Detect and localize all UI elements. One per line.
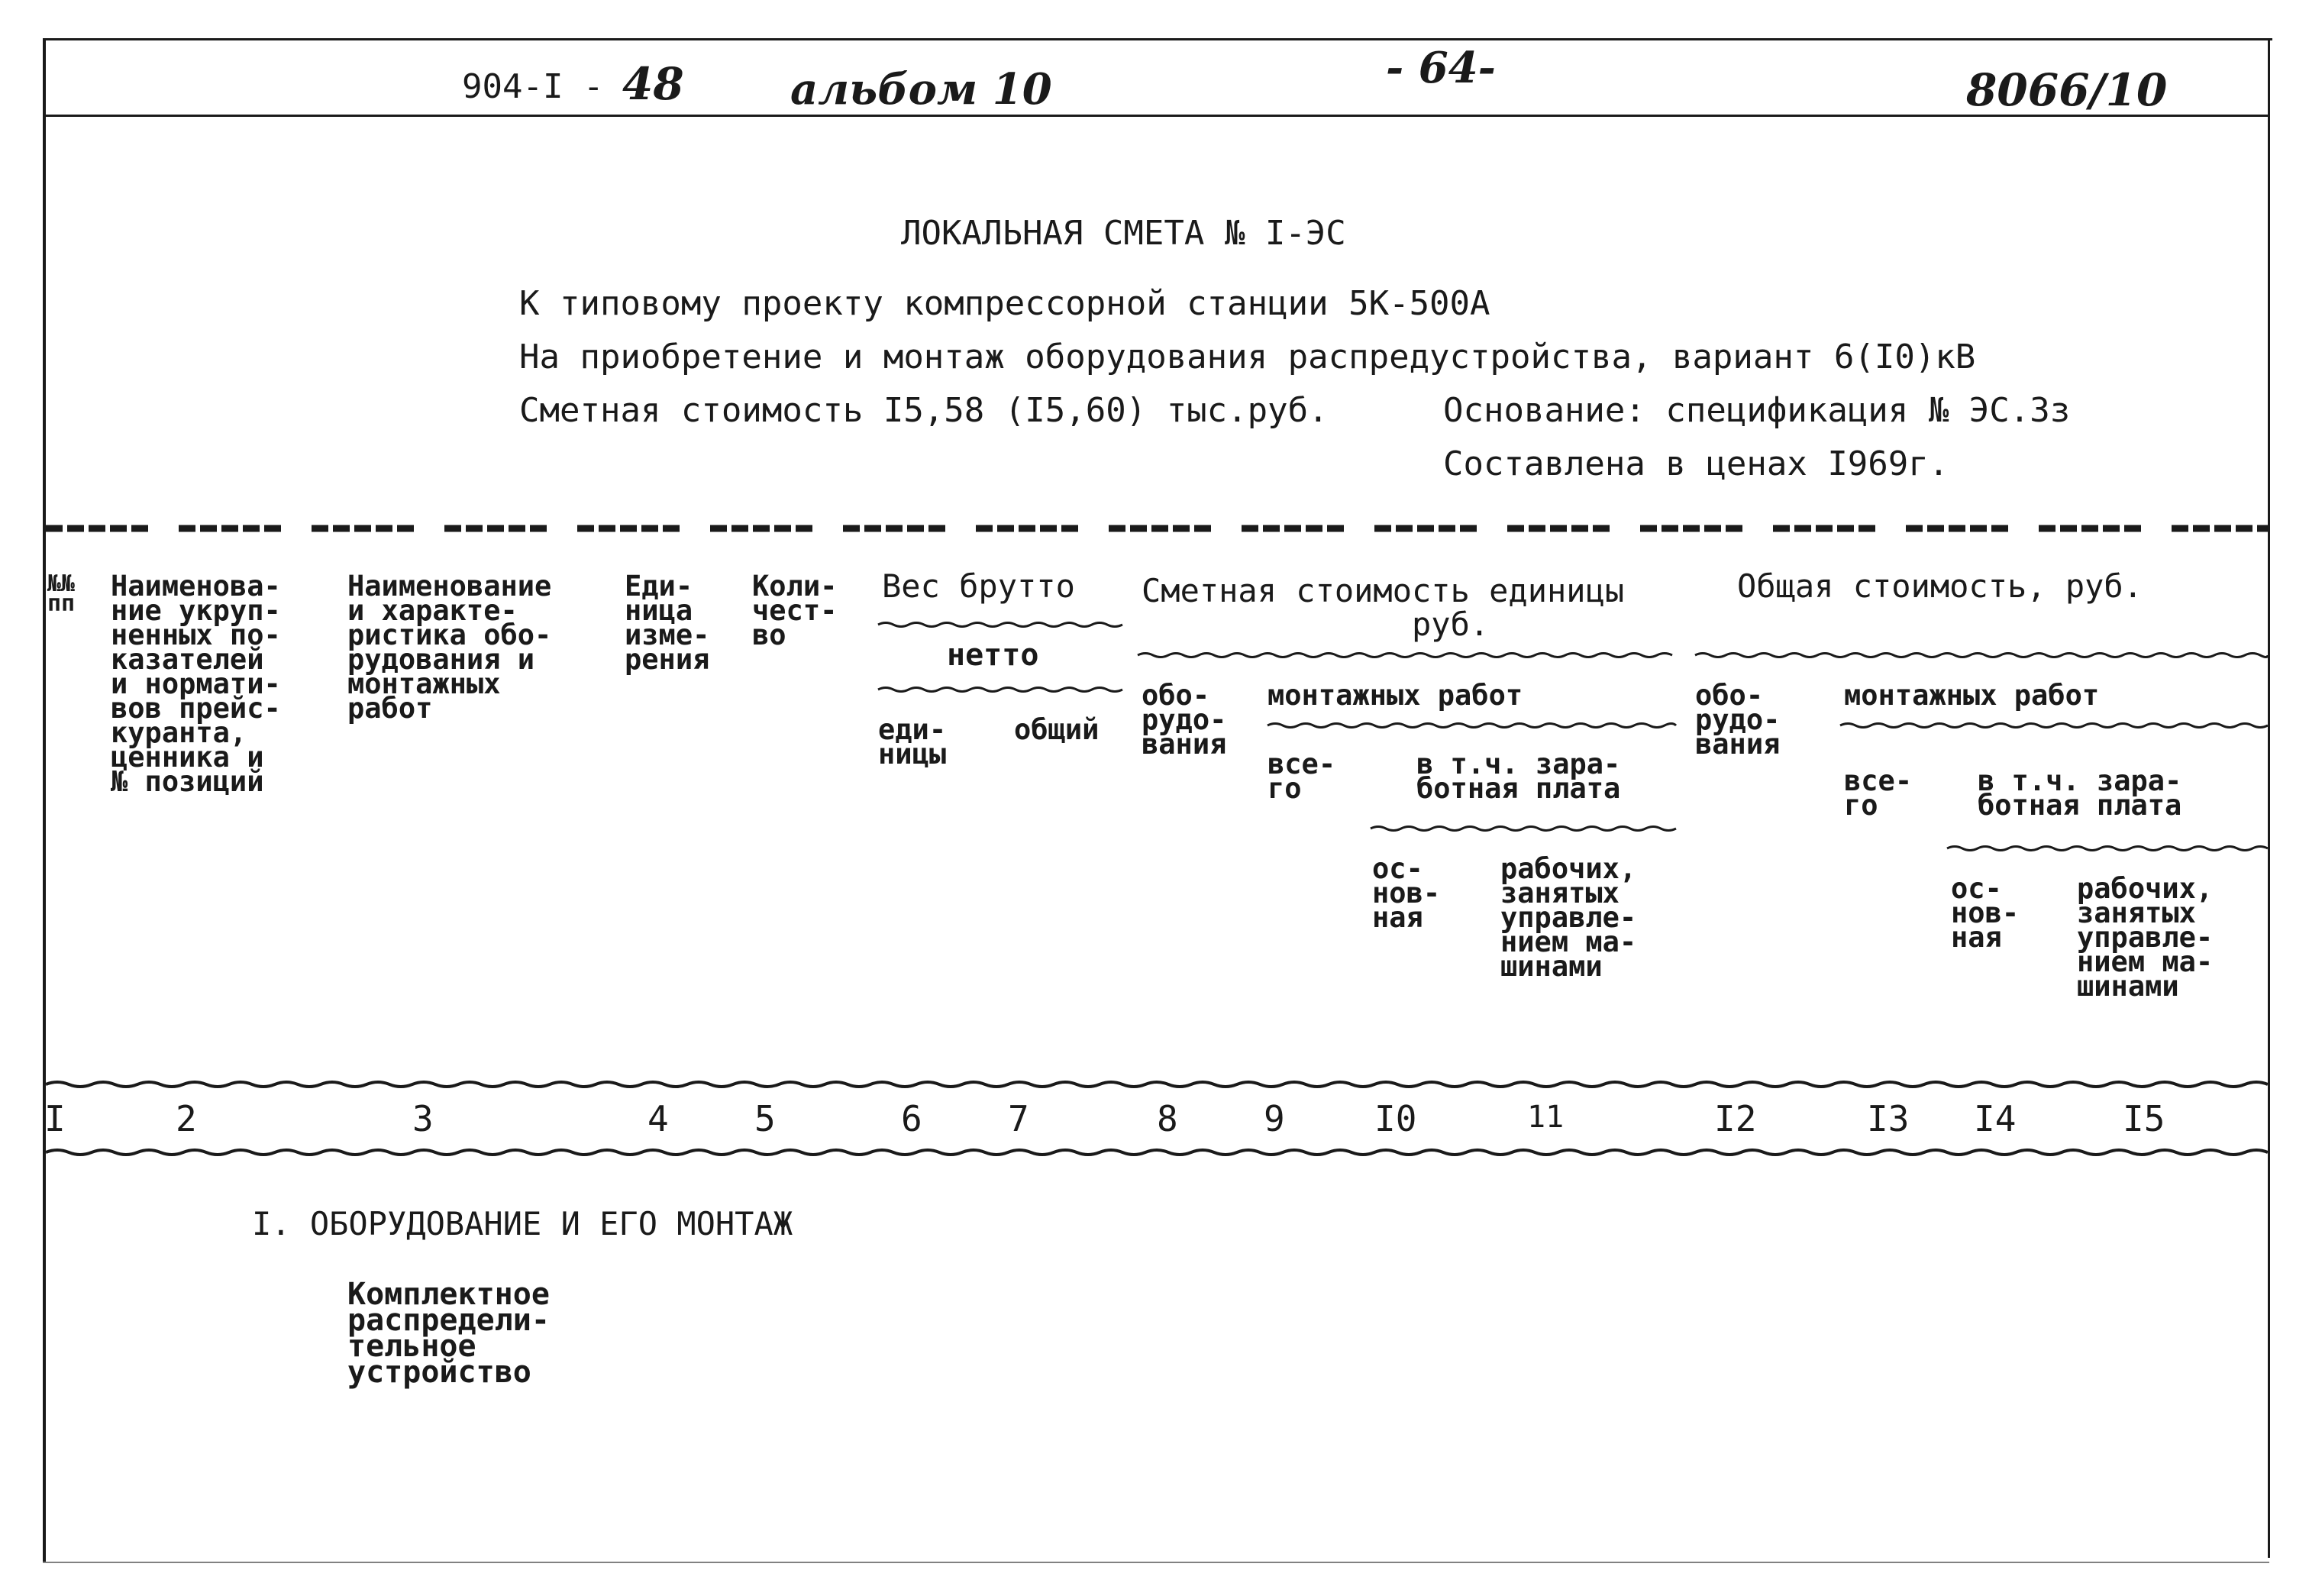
title-basis: Основание: спецификация № ЭС.3з	[1443, 391, 2071, 430]
section-title: I. ОБОРУДОВАНИЕ И ЕГО МОНТАЖ	[252, 1205, 793, 1242]
col-header-net-weight: нетто	[947, 638, 1039, 673]
col-header-total-cost-machine-wage: рабочих, занятых управле- нием ма- шинами	[2077, 872, 2214, 1003]
frame-left-border	[43, 38, 46, 1562]
header-bottom-wavy-rule	[46, 1080, 2268, 1089]
col-header-total-cost-equipment: обо- рудо- вания	[1695, 679, 1781, 761]
column-number: 3	[412, 1098, 434, 1139]
col-header-total-cost: Общая стоимость, руб.	[1737, 567, 2143, 605]
col-header-weight-total: общий	[1014, 713, 1100, 746]
album-label: альбом 10	[790, 64, 1052, 115]
header-bottom-rule	[43, 115, 2269, 117]
column-number: I0	[1374, 1098, 1417, 1139]
col-header-unit-cost-basic-wage: ос- нов- ная	[1372, 852, 1441, 934]
column-number: I5	[2123, 1098, 2165, 1139]
col-header-total-cost-mounting-total: все- го	[1844, 764, 1913, 822]
weight-group-rule	[878, 621, 1122, 628]
total-cost-group-rule	[1695, 651, 2268, 659]
wage-a-group-rule	[1371, 825, 1676, 832]
project-code-handwritten: 48	[622, 58, 684, 110]
document-title: ЛОКАЛЬНАЯ СМЕТА № I-ЭС	[901, 214, 1346, 253]
sheet-code: 8066/10	[1966, 64, 2168, 116]
col-header-unit-cost-machine-wage: рабочих, занятых управле- нием ма- шинами	[1500, 852, 1637, 983]
column-number: I4	[1974, 1098, 2017, 1139]
column-number: 5	[754, 1098, 776, 1139]
col-header-total-cost-mounting: монтажных работ	[1844, 679, 2100, 712]
title-project: К типовому проекту компрессорной станции 5К-500А	[519, 284, 1490, 323]
column-number: I	[44, 1098, 66, 1139]
column-number: 4	[647, 1098, 669, 1139]
column-number: 11	[1527, 1100, 1565, 1135]
title-price-year: Составлена в ценах I969г.	[1443, 444, 1949, 483]
col-header-unit-cost: Сметная стоимость единицы руб.	[1142, 572, 1625, 643]
title-subject: На приобретение и монтаж оборудования распредустройства, вариант 6(I0)кВ	[519, 338, 1976, 376]
section-item-description: Комплектное распредели- тельное устройство	[347, 1277, 550, 1390]
col-header-indicators: Наименова- ние укруп- ненных по- казателей и нормати- вов прейс- куранта, ценника и № позиций	[111, 570, 281, 798]
column-number: I2	[1714, 1098, 1757, 1139]
col-header-unit-cost-wage: в т.ч. зара- ботная плата	[1416, 748, 1621, 805]
column-number: 9	[1264, 1098, 1285, 1139]
column-number: 8	[1157, 1098, 1178, 1139]
column-number: I3	[1867, 1098, 1910, 1139]
project-code: 904-I -	[462, 67, 604, 106]
col-header-equipment-name: Наименование и характе- ристика обо- рудования и монтажных работ	[347, 570, 552, 725]
table-top-dashed-rule	[46, 524, 2268, 533]
frame-bottom-border	[43, 1562, 2269, 1563]
col-header-total-cost-wage: в т.ч. зара- ботная плата	[1978, 764, 2182, 822]
col-header-weight-per-unit: еди- ницы	[878, 713, 947, 771]
wage-b-group-rule	[1947, 845, 2268, 852]
mount-b-group-rule	[1840, 722, 2268, 729]
mount-a-group-rule	[1268, 722, 1676, 729]
title-estimated-cost: Сметная стоимость I5,58 (I5,60) тыс.руб.	[519, 391, 1329, 430]
col-header-unit-cost-mounting-total: все- го	[1268, 748, 1336, 805]
frame-top-border	[43, 38, 2272, 40]
frame-right-border	[2268, 38, 2270, 1558]
col-header-unit-cost-mounting: монтажных работ	[1268, 679, 1523, 712]
col-header-gross-weight: Вес брутто	[882, 567, 1075, 605]
col-header-row-number: №№ пп	[47, 570, 76, 617]
col-header-unit-cost-equipment: обо- рудо- вания	[1142, 679, 1227, 761]
col-header-quantity: Коли- чест- во	[752, 570, 838, 651]
col-header-total-cost-basic-wage: ос- нов- ная	[1951, 872, 2020, 954]
netto-rule	[878, 686, 1122, 693]
column-number: 6	[901, 1098, 922, 1139]
unit-cost-group-rule	[1138, 651, 1672, 659]
col-header-unit: Еди- ница изме- рения	[625, 570, 710, 676]
column-number: 2	[176, 1098, 197, 1139]
column-number: 7	[1008, 1098, 1029, 1139]
column-numbers-bottom-rule	[46, 1148, 2268, 1157]
page-number: - 64-	[1386, 43, 1496, 93]
